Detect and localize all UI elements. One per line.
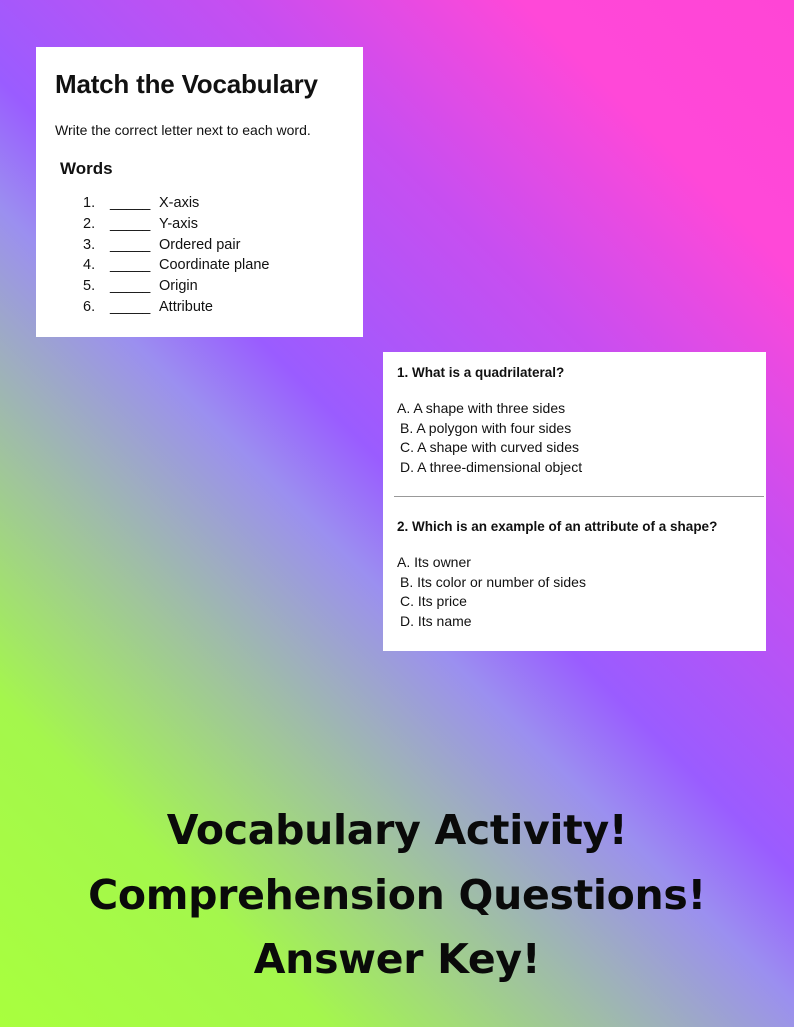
item-number: 2. [83,215,96,232]
answer-blank: _____ [110,236,151,253]
vocabulary-item [83,297,363,318]
answer-blank: _____ [110,195,151,211]
answer-option: B. Its color or number of sides [400,573,586,590]
answer-blank: _____ [110,215,151,232]
vocabulary-word-list [55,193,363,318]
vocabulary-worksheet-preview [36,47,363,337]
comprehension-questions-preview [383,352,766,651]
vocabulary-word: X-axis [159,195,200,211]
answer-option: A. A shape with three sides [397,400,566,416]
worksheet-instructions: Write the correct letter next to each word. [55,122,311,138]
words-heading: Words [60,159,113,178]
vocabulary-word: Ordered pair [159,236,241,253]
answer-blank: _____ [110,278,151,295]
vocabulary-word: Origin [159,278,198,295]
question-1: 1. What is a quadrilateral? [397,365,565,380]
vocabulary-word: Y-axis [159,215,198,232]
answer-option: C. Its price [400,593,467,609]
headline-answer-key: Answer Key! [253,935,541,983]
vocabulary-item [83,255,363,276]
headline-vocabulary-activity: Vocabulary Activity! [166,806,628,854]
answer-option: D. Its name [400,612,472,629]
answer-blank: _____ [110,257,151,274]
vocabulary-item [83,193,363,214]
headline-comprehension-questions: Comprehension Questions! [88,871,706,919]
vocabulary-word: Attribute [159,298,213,315]
answer-blank: _____ [110,298,151,315]
answer-option: C. A shape with curved sides [400,439,579,455]
vocabulary-word: Coordinate plane [159,257,270,274]
vocabulary-item [83,235,363,256]
item-number: 4. [83,257,96,274]
vocabulary-item [83,214,363,235]
worksheet-title: Match the Vocabulary [55,69,318,99]
answer-option: D. A three-dimensional object [400,458,583,475]
question-divider [394,496,764,497]
item-number: 3. [83,236,96,253]
item-number: 6. [83,298,96,315]
answer-option: B. A polygon with four sides [400,419,572,436]
vocabulary-item [83,276,363,297]
question-2: 2. Which is an example of an attribute of a shape? [397,519,718,534]
item-number: 5. [83,278,96,295]
answer-option: A. Its owner [397,554,471,570]
item-number: 1. [83,195,96,211]
